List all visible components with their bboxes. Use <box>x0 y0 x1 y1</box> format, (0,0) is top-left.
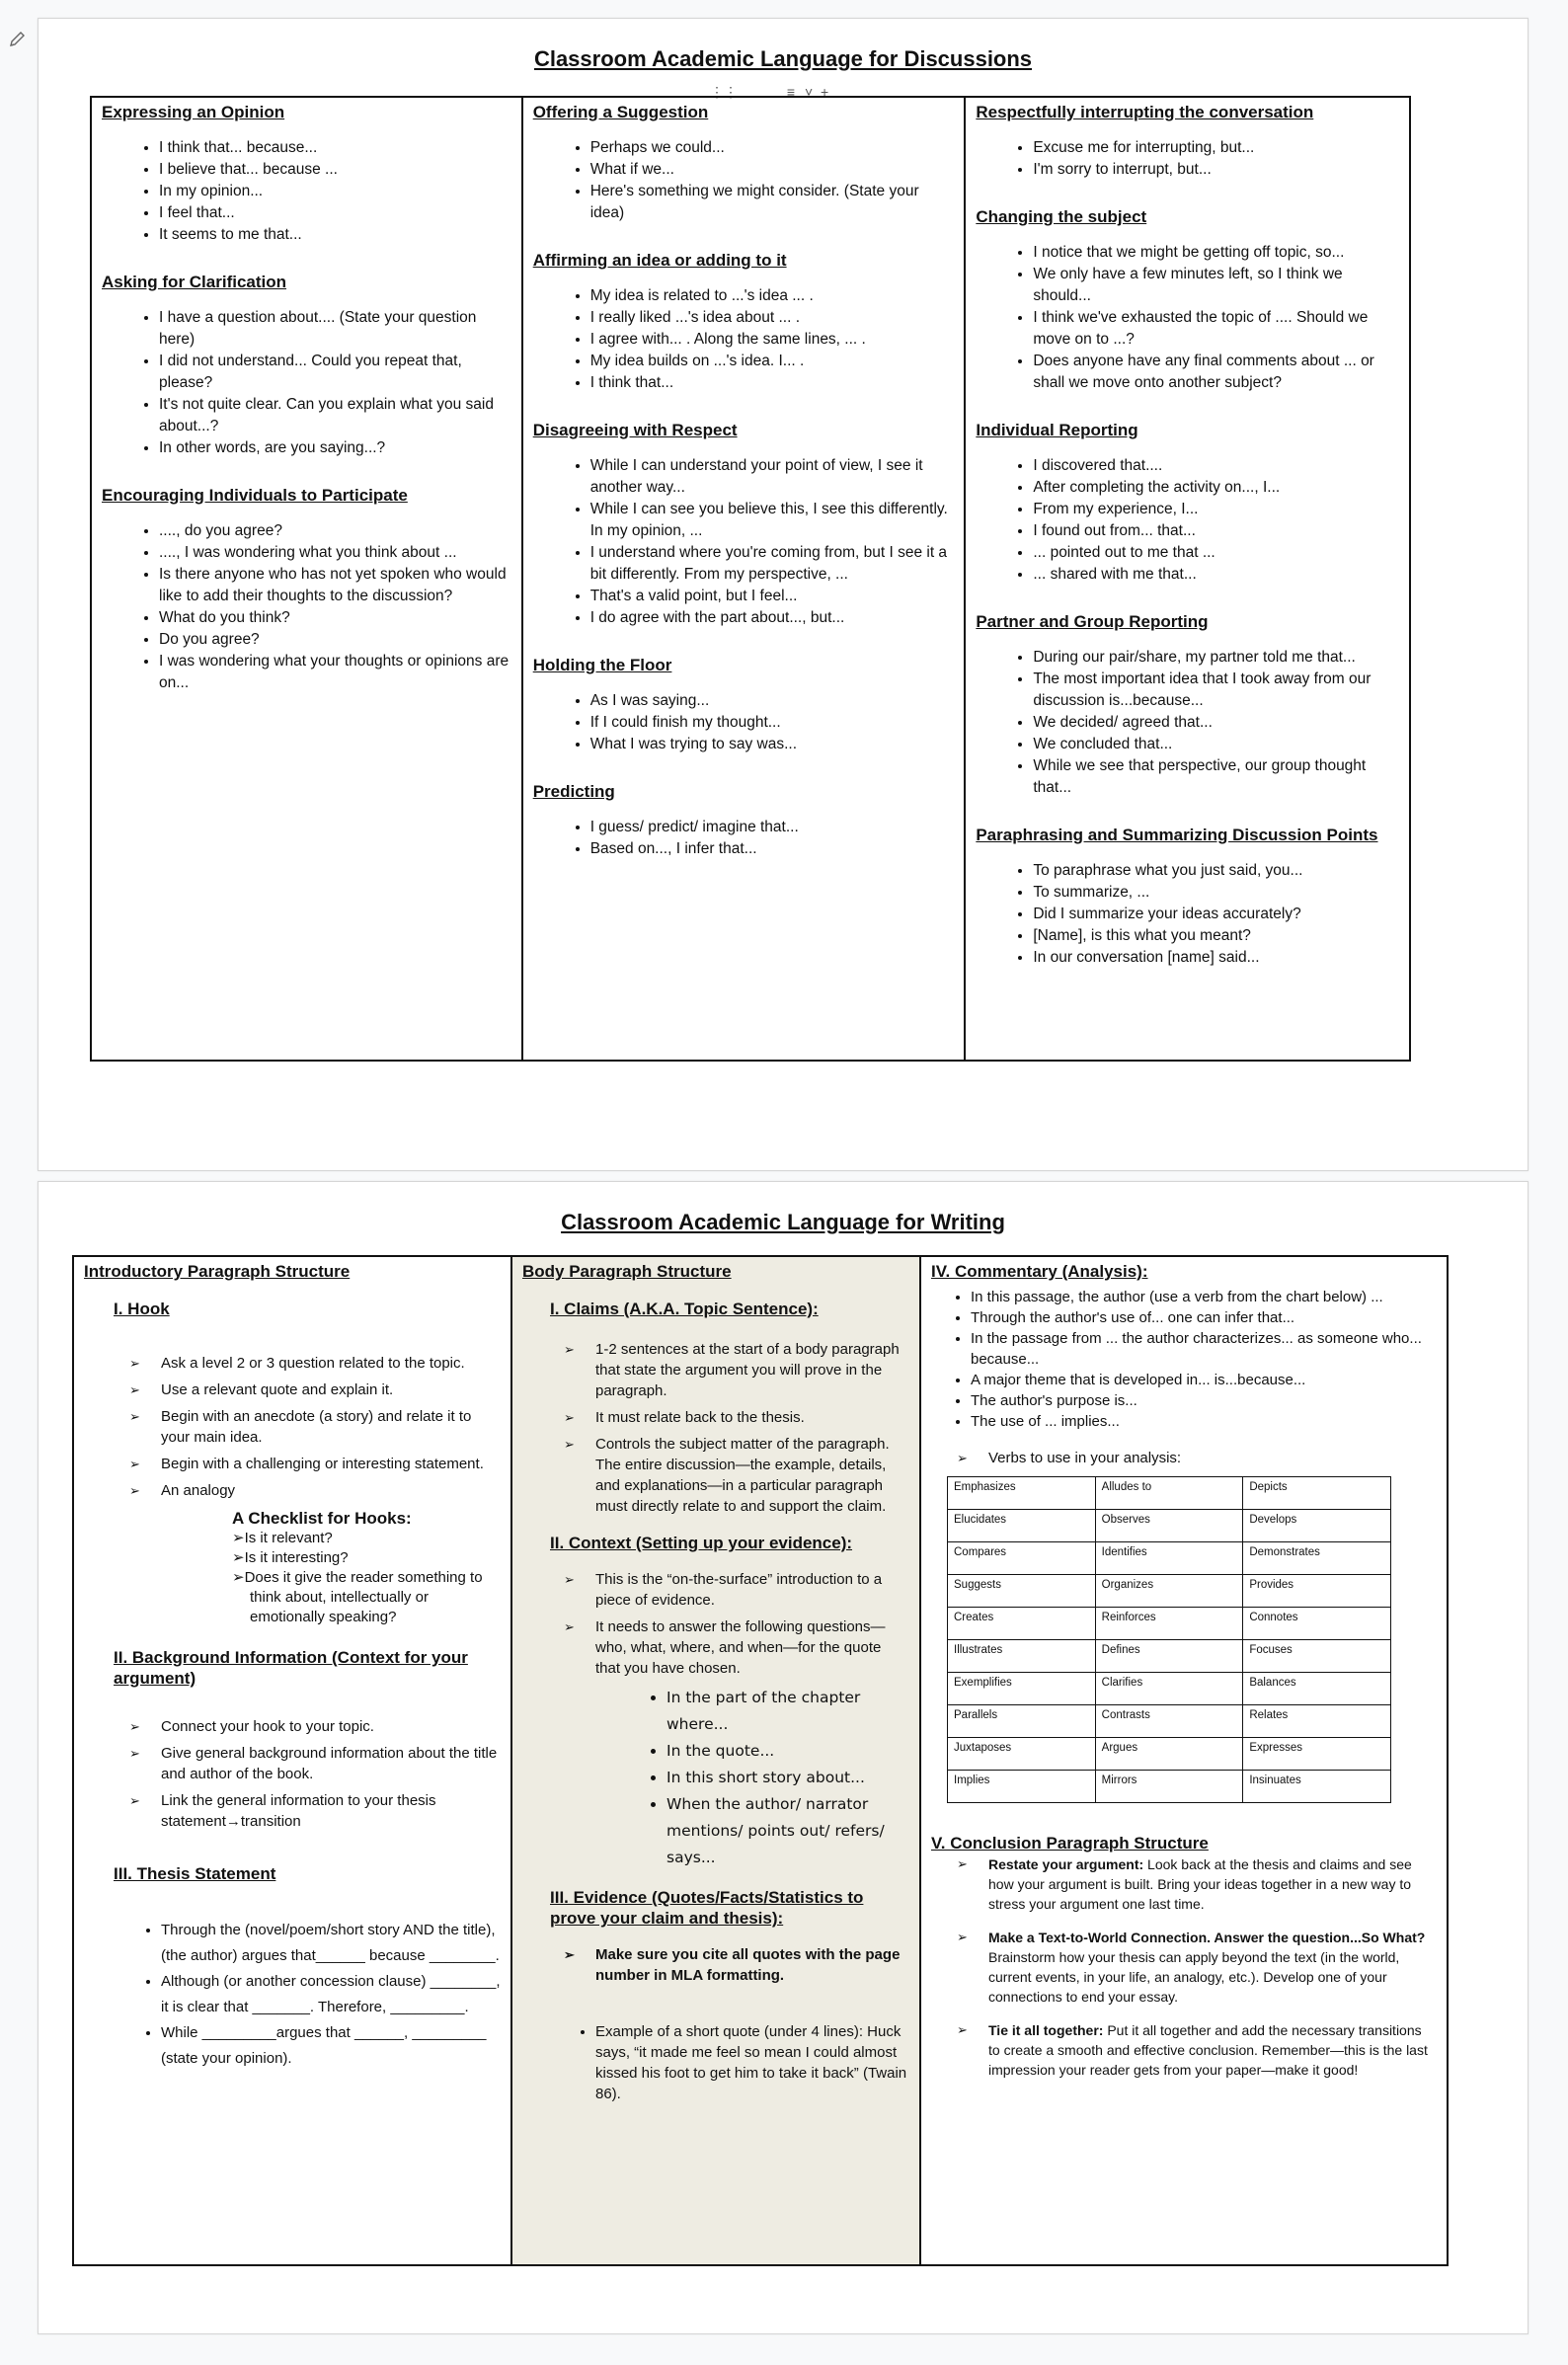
phrase-item: • Does anyone have any final comments about ... or shall we move onto another subject? <box>1033 351 1399 394</box>
section-heading: Disagreeing with Respect <box>532 421 738 439</box>
verb-cell: Suggests <box>948 1575 1096 1608</box>
evidence-title: III. Evidence (Quotes/Facts/Statistics to prove your claim and thesis): <box>550 1888 864 1928</box>
section-heading: Predicting <box>532 782 615 801</box>
phrase-item: • What if we... <box>590 159 955 181</box>
intro-column <box>74 1257 512 2264</box>
table-column <box>92 98 523 1060</box>
conclusion-text: Put it all together and add the necessary transitions to create a smooth and effective conclusion. Remember—this is the last impression your reader gets from your paper—make it good! <box>988 2022 1428 2078</box>
commentary-item: • In the passage from ... the author characterizes... as someone who... because... <box>971 1328 1437 1370</box>
phrase-item: • Is there anyone who has not yet spoken who would like to add their thoughts to the discussion? <box>159 564 511 607</box>
verb-cell: Mirrors <box>1095 1771 1243 1803</box>
phrase-item: • I do agree with the part about..., but... <box>590 607 955 629</box>
phrase-item: • [Name], is this what you meant? <box>1033 925 1399 947</box>
phrase-item: • We concluded that... <box>1033 734 1399 755</box>
background-list <box>84 1716 501 1832</box>
phrase-item: • I think that... because... <box>159 137 511 159</box>
table-column <box>966 98 1409 1060</box>
claims-list <box>522 1339 909 1517</box>
phrase-section <box>976 102 1399 181</box>
column-heading: Body Paragraph Structure <box>522 1262 732 1281</box>
phrase-list <box>533 817 955 860</box>
verb-cell: Relates <box>1243 1705 1391 1738</box>
phrase-item: • My idea is related to ...'s idea ... . <box>590 285 955 307</box>
phrase-item: • Perhaps we could... <box>590 137 955 159</box>
phrase-item: • I notice that we might be getting off topic, so... <box>1033 242 1399 264</box>
section-heading: Encouraging Individuals to Participate <box>102 486 408 505</box>
claims-item: ➢ Controls the subject matter of the paragraph. The entire discussion—the example, details, and explanations—in a particular paragraph must directly relate to and support the claim. <box>595 1434 909 1517</box>
phrase-list <box>102 307 511 459</box>
commentary-item: • The use of ... implies... <box>971 1411 1437 1432</box>
checklist-item: ➢Is it interesting? <box>232 1549 349 1566</box>
conclusion-item <box>988 1928 1437 2007</box>
verbs-list <box>931 1448 1437 1468</box>
verb-cell: Implies <box>948 1771 1096 1803</box>
phrase-item: • During our pair/share, my partner told me that... <box>1033 647 1399 669</box>
phrase-item: • After completing the activity on..., I... <box>1033 477 1399 499</box>
phrase-section <box>102 272 511 459</box>
verb-cell: Contrasts <box>1095 1705 1243 1738</box>
conclusion-item <box>988 2020 1437 2080</box>
section-heading: Respectfully interrupting the conversation <box>976 103 1314 121</box>
section-heading: Changing the subject <box>976 207 1147 226</box>
phrase-section <box>533 420 955 629</box>
conclusion-lead: Tie it all together: <box>988 2022 1104 2038</box>
conclusion-lead: Make a Text-to-World Connection. Answer the question...So What? <box>988 1930 1426 1945</box>
section-heading: Holding the Floor <box>532 656 672 674</box>
context-list <box>522 1569 909 1679</box>
conclusion-text: Look back at the thesis and claims and see how your argument is built. Bring your ideas together in a new way to stress your argument one last time. <box>988 1856 1412 1912</box>
context-example: • In this short story about... <box>666 1765 909 1791</box>
phrase-item: • What I was trying to say was... <box>590 734 955 755</box>
conclusion-title: V. Conclusion Paragraph Structure <box>931 1834 1209 1853</box>
format-icon[interactable]: ≡ <box>786 84 796 100</box>
phrase-list <box>533 690 955 755</box>
phrase-item: • To summarize, ... <box>1033 882 1399 904</box>
phrase-item: • I think we've exhausted the topic of .... Should we move on to ...? <box>1033 307 1399 351</box>
phrase-item: • I believe that... because ... <box>159 159 511 181</box>
evidence-example-list <box>522 2021 909 2104</box>
phrase-list <box>533 455 955 629</box>
phrase-item: • We only have a few minutes left, so I think we should... <box>1033 264 1399 307</box>
phrase-item: • Based on..., I infer that... <box>590 838 955 860</box>
evidence-example: • Example of a short quote (under 4 lines): Huck says, “it made me feel so mean I could almost kissed his foot to get him to take it back” (Twain 86). <box>595 2021 909 2104</box>
commentary-title: IV. Commentary (Analysis): <box>931 1262 1148 1281</box>
phrase-list <box>102 520 511 694</box>
phrase-list <box>533 285 955 394</box>
verbs-row <box>948 1738 1391 1771</box>
hook-item: ➢ Begin with an anecdote (a story) and relate it to your main idea. <box>161 1406 501 1448</box>
commentary-list <box>931 1287 1437 1432</box>
context-example: • When the author/ narrator mentions/ points out/ refers/ says... <box>666 1791 909 1871</box>
phrase-item: • Here's something we might consider. (State your idea) <box>590 181 955 224</box>
phrase-item: • I did not understand... Could you repeat that, please? <box>159 351 511 394</box>
checklist-item: ➢Does it give the reader something to think about, intellectually or emotionally speaking? <box>232 1569 483 1625</box>
phrase-item: • As I was saying... <box>590 690 955 712</box>
claims-item: ➢ It must relate back to the thesis. <box>595 1407 909 1428</box>
phrase-item: • My idea builds on ...'s idea. I... . <box>590 351 955 372</box>
page-title: Classroom Academic Language for Writing <box>561 1210 1005 1234</box>
phrase-item: • In other words, are you saying...? <box>159 437 511 459</box>
claims-item: ➢ 1-2 sentences at the start of a body paragraph that state the argument you will prove in the paragraph. <box>595 1339 909 1401</box>
verb-cell: Argues <box>1095 1738 1243 1771</box>
conclusion-lead: Restate your argument: <box>988 1856 1144 1872</box>
conclusion-text: Brainstorm how your thesis can apply beyond the text (in the world, current events, in your life, an analogy, etc.). Develop one of your connections to end your essay. <box>988 1949 1400 2005</box>
verb-cell: Reinforces <box>1095 1608 1243 1640</box>
section-heading: Paraphrasing and Summarizing Discussion Points <box>976 826 1378 844</box>
hook-item: ➢ Ask a level 2 or 3 question related to the topic. <box>161 1353 501 1374</box>
verb-cell: Illustrates <box>948 1640 1096 1673</box>
phrase-list <box>976 647 1399 799</box>
hook-list <box>84 1353 501 1501</box>
phrase-item: • The most important idea that I took away from our discussion is...because... <box>1033 669 1399 712</box>
verb-cell: Juxtaposes <box>948 1738 1096 1771</box>
phrase-item: • ... pointed out to me that ... <box>1033 542 1399 564</box>
phrase-section <box>976 825 1399 969</box>
context-item: ➢ This is the “on-the-surface” introduction to a piece of evidence. <box>595 1569 909 1611</box>
phrase-item: • I guess/ predict/ imagine that... <box>590 817 955 838</box>
verb-cell: Develops <box>1243 1510 1391 1542</box>
body-column <box>512 1257 921 2264</box>
section-heading: Partner and Group Reporting <box>976 612 1209 631</box>
phrase-item: • Do you agree? <box>159 629 511 651</box>
context-item: ➢ It needs to answer the following questions—who, what, where, and when—for the quote that you have chosen. <box>595 1616 909 1679</box>
verbs-table <box>947 1476 1391 1803</box>
thesis-item: • While _________argues that ______, _________ (state your opinion). <box>161 2020 501 2072</box>
phrase-item: • Excuse me for interrupting, but... <box>1033 137 1399 159</box>
phrase-list <box>976 860 1399 969</box>
background-item: ➢ Give general background information about the title and author of the book. <box>161 1743 501 1784</box>
phrase-section <box>533 781 955 860</box>
verb-cell: Compares <box>948 1542 1096 1575</box>
verb-cell: Creates <box>948 1608 1096 1640</box>
verb-cell: Connotes <box>1243 1608 1391 1640</box>
phrase-item: • ... shared with me that... <box>1033 564 1399 586</box>
phrase-section <box>976 611 1399 799</box>
phrase-item: • While I can see you believe this, I see this differently. In my opinion, ... <box>590 499 955 542</box>
section-heading: Individual Reporting <box>976 421 1138 439</box>
conclusion-list <box>931 1854 1437 2080</box>
thesis-title: III. Thesis Statement <box>114 1864 276 1883</box>
verbs-row <box>948 1771 1391 1803</box>
phrase-item: • ...., do you agree? <box>159 520 511 542</box>
verbs-row <box>948 1640 1391 1673</box>
phrase-list <box>976 242 1399 394</box>
verbs-label: ➢ Verbs to use in your analysis: <box>988 1448 1437 1468</box>
phrase-section <box>976 206 1399 394</box>
verbs-row <box>948 1510 1391 1542</box>
background-item: ➢ Link the general information to your thesis statement→transition <box>161 1790 501 1832</box>
add-icon[interactable]: + <box>821 84 829 100</box>
verb-cell: Emphasizes <box>948 1477 1096 1510</box>
phrase-item: • I have a question about.... (State your question here) <box>159 307 511 351</box>
hook-item: ➢ Begin with a challenging or interesting statement. <box>161 1454 501 1474</box>
thesis-item: • Although (or another concession clause) ________, it is clear that _______. Therefore, _________. <box>161 1969 501 2020</box>
phrase-item: • I think that... <box>590 372 955 394</box>
evidence-note: ➢ Make sure you cite all quotes with the page number in MLA formatting. <box>595 1944 909 1986</box>
phrase-item: • I discovered that.... <box>1033 455 1399 477</box>
discussion-table <box>90 96 1411 1062</box>
verb-cell: Focuses <box>1243 1640 1391 1673</box>
thesis-item: • Through the (novel/poem/short story AND the title), (the author) argues that______ because ________. <box>161 1918 501 1969</box>
thesis-list <box>84 1918 501 2072</box>
phrase-item: • If I could finish my thought... <box>590 712 955 734</box>
checklist-title: A Checklist for Hooks: <box>232 1509 412 1528</box>
phrase-section <box>533 655 955 755</box>
phrase-item: • I really liked ...'s idea about ... . <box>590 307 955 329</box>
verb-cell: Demonstrates <box>1243 1542 1391 1575</box>
phrase-list <box>533 137 955 224</box>
verb-cell: Defines <box>1095 1640 1243 1673</box>
verb-cell: Organizes <box>1095 1575 1243 1608</box>
context-example: • In the quote... <box>666 1738 909 1765</box>
phrase-item: • While I can understand your point of view, I see it another way... <box>590 455 955 499</box>
analysis-column <box>921 1257 1447 2264</box>
phrase-section <box>102 485 511 694</box>
phrase-item: • From my experience, I... <box>1033 499 1399 520</box>
phrase-item: • I found out from... that... <box>1033 520 1399 542</box>
verbs-row <box>948 1542 1391 1575</box>
verb-cell: Parallels <box>948 1705 1096 1738</box>
claims-title: I. Claims (A.K.A. Topic Sentence): <box>550 1300 819 1318</box>
verb-cell: Observes <box>1095 1510 1243 1542</box>
phrase-item: • In my opinion... <box>159 181 511 202</box>
phrase-item: • That's a valid point, but I feel... <box>590 586 955 607</box>
commentary-item: • The author's purpose is... <box>971 1390 1437 1411</box>
column-heading: Introductory Paragraph Structure <box>84 1262 351 1281</box>
context-title: II. Context (Setting up your evidence): <box>550 1534 853 1552</box>
phrase-item: • ...., I was wondering what you think about ... <box>159 542 511 564</box>
phrase-item: • I was wondering what your thoughts or opinions are on... <box>159 651 511 694</box>
checklist-item: ➢Is it relevant? <box>232 1530 333 1546</box>
page-discussions <box>38 18 1529 1171</box>
phrase-item: • I'm sorry to interrupt, but... <box>1033 159 1399 181</box>
hook-item: ➢ Use a relevant quote and explain it. <box>161 1380 501 1400</box>
phrase-item: • Did I summarize your ideas accurately? <box>1033 904 1399 925</box>
section-heading: Expressing an Opinion <box>102 103 285 121</box>
writing-table <box>72 1255 1449 2266</box>
phrase-list <box>102 137 511 246</box>
verbs-row <box>948 1608 1391 1640</box>
verb-cell: Clarifies <box>1095 1673 1243 1705</box>
phrase-item: • While we see that perspective, our group thought that... <box>1033 755 1399 799</box>
phrase-item: • It seems to me that... <box>159 224 511 246</box>
conclusion-item <box>988 1854 1437 1914</box>
background-item: ➢ Connect your hook to your topic. <box>161 1716 501 1737</box>
phrase-item: • To paraphrase what you just said, you... <box>1033 860 1399 882</box>
table-column <box>523 98 967 1060</box>
phrase-item: • In our conversation [name] said... <box>1033 947 1399 969</box>
phrase-section <box>976 420 1399 586</box>
phrase-item: • I understand where you're coming from, but I see it a bit differently. From my perspective, ... <box>590 542 955 586</box>
phrase-section <box>533 250 955 394</box>
verb-cell: Insinuates <box>1243 1771 1391 1803</box>
verb-cell: Exemplifies <box>948 1673 1096 1705</box>
page-writing <box>38 1181 1529 2334</box>
verbs-row <box>948 1705 1391 1738</box>
phrase-item: • We decided/ agreed that... <box>1033 712 1399 734</box>
verb-cell: Identifies <box>1095 1542 1243 1575</box>
section-heading: Asking for Clarification <box>102 273 287 291</box>
verb-cell: Depicts <box>1243 1477 1391 1510</box>
verb-cell: Balances <box>1243 1673 1391 1705</box>
hook-title: I. Hook <box>114 1300 170 1318</box>
hook-checklist <box>232 1509 501 1627</box>
evidence-list <box>522 1944 909 1986</box>
verb-cell: Expresses <box>1243 1738 1391 1771</box>
phrase-section <box>533 102 955 224</box>
verbs-row <box>948 1477 1391 1510</box>
phrase-list <box>976 137 1399 181</box>
context-example: • In the part of the chapter where... <box>666 1685 909 1738</box>
phrase-section <box>102 102 511 246</box>
commentary-item: • In this passage, the author (use a verb from the chart below) ... <box>971 1287 1437 1307</box>
commentary-item: • A major theme that is developed in... is...because... <box>971 1370 1437 1390</box>
verbs-row <box>948 1673 1391 1705</box>
verb-cell: Elucidates <box>948 1510 1096 1542</box>
page-title: Classroom Academic Language for Discussions <box>533 46 1033 71</box>
chevron-down-icon[interactable]: ˅ <box>804 84 814 100</box>
phrase-list <box>976 455 1399 586</box>
context-examples <box>522 1685 909 1871</box>
drag-handle-icon[interactable]: ⋮⋮ <box>710 84 738 100</box>
hook-item: ➢ An analogy <box>161 1480 501 1501</box>
section-heading: Affirming an idea or adding to it <box>532 251 787 270</box>
phrase-item: • It's not quite clear. Can you explain what you said about...? <box>159 394 511 437</box>
commentary-item: • Through the author's use of... one can infer that... <box>971 1307 1437 1328</box>
pencil-icon[interactable] <box>8 30 28 49</box>
verb-cell: Alludes to <box>1095 1477 1243 1510</box>
verb-cell: Provides <box>1243 1575 1391 1608</box>
verbs-row <box>948 1575 1391 1608</box>
phrase-item: • I agree with... . Along the same lines, ... . <box>590 329 955 351</box>
phrase-item: • What do you think? <box>159 607 511 629</box>
section-heading: Offering a Suggestion <box>532 103 709 121</box>
phrase-item: • I feel that... <box>159 202 511 224</box>
background-title: II. Background Information (Context for your argument) <box>114 1648 468 1688</box>
